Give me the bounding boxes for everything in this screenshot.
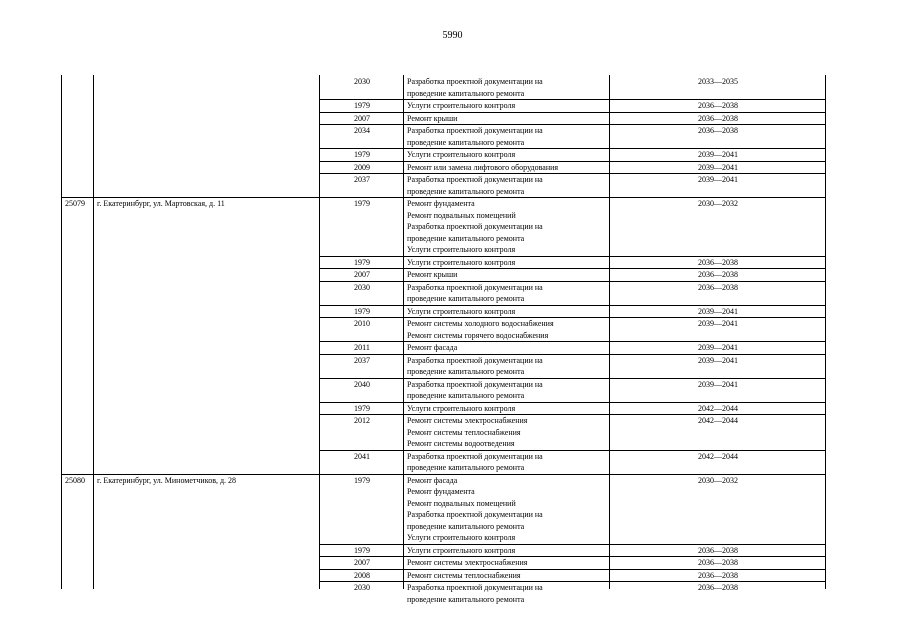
year-cell: 2037 xyxy=(354,175,370,184)
work-line: проведение капитального ремонта xyxy=(407,294,525,303)
period-cell: 2036—2038 xyxy=(698,545,738,555)
work-line: проведение капитального ремонта xyxy=(407,463,525,472)
work-line: Услуги строительного контроля xyxy=(407,257,516,267)
period-cell: 2036—2038 xyxy=(698,257,738,267)
column-divider-id xyxy=(93,75,94,589)
work-line: проведение капитального ремонта xyxy=(407,233,525,243)
period-cell: 2036—2038 xyxy=(698,101,738,110)
table-border-right xyxy=(825,75,826,589)
year-cell: 2041 xyxy=(354,451,370,461)
work-line: Услуги строительного контроля xyxy=(407,533,516,542)
work-line: Разработка проектной документации на xyxy=(407,126,543,135)
work-line: Ремонт или замена лифтового оборудования xyxy=(407,162,559,172)
work-line: проведение капитального ремонта xyxy=(407,186,525,196)
work-line: Ремонт фасада xyxy=(407,475,458,485)
period-cell: 2039—2041 xyxy=(698,355,738,365)
work-line: Ремонт подвальных помещений xyxy=(407,498,516,508)
work-line: Услуги строительного контроля xyxy=(407,306,516,316)
work-line: Ремонт системы водоотведения xyxy=(407,439,515,448)
work-line: Ремонт подвальных помещений xyxy=(407,210,516,220)
work-line: проведение капитального ремонта xyxy=(407,594,525,604)
work-line: Разработка проектной документации на xyxy=(407,510,543,519)
work-line: Разработка проектной документации на xyxy=(407,583,543,592)
year-cell: 2040 xyxy=(354,379,370,389)
work-line: Ремонт системы электроснабжения xyxy=(407,558,528,567)
period-cell: 2039—2041 xyxy=(698,150,738,159)
year-cell: 1979 xyxy=(354,475,370,485)
period-cell: 2030—2032 xyxy=(698,475,738,485)
building-address: г. Екатеринбург, ул. Мартовская, д. 11 xyxy=(97,199,225,208)
period-cell: 2030—2032 xyxy=(698,199,738,208)
work-line: Услуги строительного контроля xyxy=(407,150,516,159)
work-line: Ремонт крыши xyxy=(407,270,458,279)
year-cell: 2034 xyxy=(354,126,370,135)
work-line: Услуги строительного контроля xyxy=(407,101,516,110)
period-cell: 2036—2038 xyxy=(698,113,738,123)
table-border-left xyxy=(61,75,62,589)
work-line: Ремонт системы холодного водоснабжения xyxy=(407,319,554,328)
period-cell: 2036—2038 xyxy=(698,583,738,592)
building-id: 25080 xyxy=(65,475,85,485)
work-line: Разработка проектной документации на xyxy=(407,379,543,389)
period-cell: 2036—2038 xyxy=(698,558,738,567)
period-cell: 2042—2044 xyxy=(698,416,738,425)
work-line: проведение капитального ремонта xyxy=(407,367,525,376)
work-line: Ремонт системы теплоснабжения xyxy=(407,570,521,580)
period-cell: 2036—2038 xyxy=(698,282,738,292)
work-line: Услуги строительного контроля xyxy=(407,545,516,555)
work-line: Ремонт крыши xyxy=(407,113,458,123)
work-line: проведение капитального ремонта xyxy=(407,137,525,147)
year-cell: 2007 xyxy=(354,270,370,279)
year-cell: 2008 xyxy=(354,570,370,580)
work-line: Ремонт фасада xyxy=(407,343,458,352)
work-line: Услуги строительного контроля xyxy=(407,245,516,254)
work-line: Ремонт системы горячего водоснабжения xyxy=(407,330,549,340)
year-cell: 1979 xyxy=(354,257,370,267)
year-cell: 2030 xyxy=(354,77,370,86)
year-cell: 1979 xyxy=(354,150,370,159)
year-cell: 2030 xyxy=(354,282,370,292)
work-line: проведение капитального ремонта xyxy=(407,88,525,98)
work-line: Ремонт системы электроснабжения xyxy=(407,416,528,425)
building-address: г. Екатеринбург, ул. Минометчиков, д. 28 xyxy=(97,475,237,485)
work-line: проведение капитального ремонта xyxy=(407,521,525,531)
period-cell: 2036—2038 xyxy=(698,270,738,279)
year-cell: 2007 xyxy=(354,113,370,123)
period-cell: 2039—2041 xyxy=(698,343,738,352)
period-cell: 2033—2035 xyxy=(698,77,738,86)
work-line: Разработка проектной документации на xyxy=(407,77,543,86)
period-cell: 2042—2044 xyxy=(698,451,738,461)
period-cell: 2039—2041 xyxy=(698,319,738,328)
year-cell: 2009 xyxy=(354,162,370,172)
year-cell: 1979 xyxy=(354,199,370,208)
work-line: Ремонт фундамента xyxy=(407,487,475,496)
work-line: Услуги строительного контроля xyxy=(407,403,516,413)
year-cell: 2037 xyxy=(354,355,370,365)
year-cell: 2010 xyxy=(354,319,370,328)
year-cell: 2007 xyxy=(354,558,370,567)
period-cell: 2039—2041 xyxy=(698,306,738,316)
work-line: Разработка проектной документации на xyxy=(407,282,543,292)
work-line: Разработка проектной документации на xyxy=(407,222,543,231)
work-line: Разработка проектной документации на xyxy=(407,451,543,461)
year-cell: 2011 xyxy=(354,343,370,352)
column-divider-works xyxy=(609,75,610,589)
period-cell: 2039—2041 xyxy=(698,379,738,389)
year-cell: 1979 xyxy=(354,306,370,316)
year-cell: 2030 xyxy=(354,583,370,592)
period-cell: 2036—2038 xyxy=(698,126,738,135)
year-cell: 1979 xyxy=(354,545,370,555)
year-cell: 2012 xyxy=(354,416,370,425)
column-divider-address xyxy=(319,75,320,589)
column-divider-year xyxy=(403,75,404,589)
year-cell: 1979 xyxy=(354,403,370,413)
work-line: проведение капитального ремонта xyxy=(407,391,525,400)
capital-repair-table xyxy=(61,75,825,604)
work-line: Разработка проектной документации на xyxy=(407,355,543,365)
work-line: Ремонт системы теплоснабжения xyxy=(407,427,521,437)
period-cell: 2039—2041 xyxy=(698,175,738,184)
work-line: Ремонт фундамента xyxy=(407,199,475,208)
year-cell: 1979 xyxy=(354,101,370,110)
page-number: 5990 xyxy=(442,30,463,41)
period-cell: 2042—2044 xyxy=(698,403,738,413)
period-cell: 2036—2038 xyxy=(698,570,738,580)
period-cell: 2039—2041 xyxy=(698,162,738,172)
work-line: Разработка проектной документации на xyxy=(407,175,543,184)
building-id: 25079 xyxy=(65,199,85,208)
